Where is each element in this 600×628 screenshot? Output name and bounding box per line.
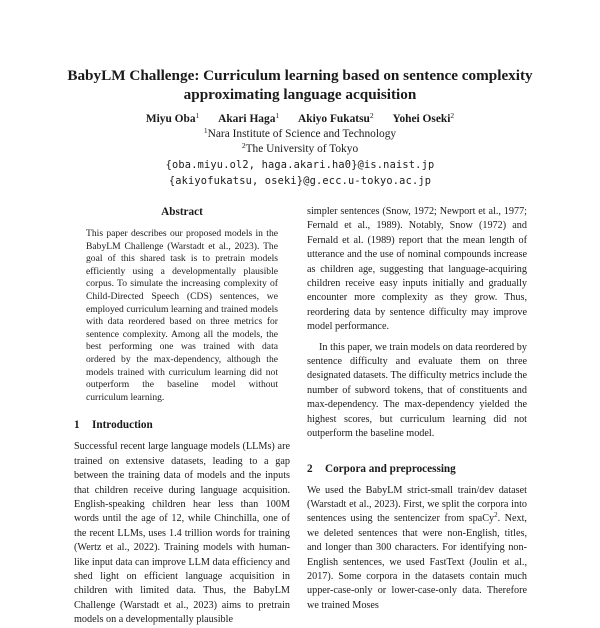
footnote-marker[interactable]: 2	[494, 511, 498, 520]
title-line-2: approximating language acquisition	[183, 86, 417, 103]
author-block	[40, 112, 560, 189]
body-paragraph: In this paper, we train models on data reordered by sentence difficulty and evaluate them on three designated datasets. The difficulty metrics include the number of subword tokens, that of constituents and max-dependency. The max-dependency yielded the highest scores, but curriculum learning did not outperform the baseline model.	[307, 341, 527, 440]
body-paragraph: simpler sentences (Snow, 1972; Newport et al., 1977; Fernald et al., 1989). Notably, Snow (1972) and Fernald et al. (1989) report that the mean length of utterance and the use of nominal compounds increase as children age, suggesting that language-acquiring children receive easy inputs initially and gradually encounter more complexity as they grow. Thus, reordering data by sentence difficulty may improve model performance.	[307, 206, 527, 333]
section-heading-introduction	[74, 418, 290, 432]
right-column	[307, 205, 527, 613]
title-line-1: BabyLM Challenge: Curriculum learning based on sentence complexity	[67, 67, 533, 84]
affiliation: $^2$The University of Tokyo	[241, 141, 359, 155]
affiliation: $^1$Nara Institute of Science and Technology	[203, 126, 397, 140]
section-number: 2	[307, 462, 313, 475]
email-address[interactable]: {akiyofukatsu, oseki}@g.ecc.u-tokyo.ac.jp	[168, 175, 432, 187]
section-number: 1	[74, 419, 80, 432]
left-column	[74, 205, 290, 628]
abstract-text: This paper describes our proposed models in the BabyLM Challenge (Warstadt et al., 2023). The goal of this shared task is to pretrain models efficiently using a developmentally plausible corpus. To simulate the increasing complexity of Child-Directed Speech (CDS) sentences, we employed curriculum learning and trained models with data reordered based on three metrics for sentence complexity. Among all the models, the best performing one was trained with data ordered by the max-dependency, although the models trained with curriculum learning did not outperform the baseline model without curriculum learning.	[86, 228, 278, 403]
section-title: Corpora and preprocessing	[325, 462, 456, 475]
author: Akari Haga$^1$	[218, 111, 280, 125]
email-address[interactable]: {oba.miyu.ol2, haga.akari.ha0}@is.naist.jp	[165, 159, 435, 171]
corpora-text: We used the BabyLM strict-small train/dev dataset (Warstadt et al., 2023). First, we split the corpora into sentences using the sentencizer from spaCy$^2$. Next, we deleted sentences that were non-English, titles, and longer than 300 characters. For identifying non-English sentences, we used FastText (Joulin et al., 2017). Some corpora in the datasets contain much upper-case-only or lower-case-only data. Therefore we trained Moses	[307, 484, 527, 611]
paper-title	[40, 66, 560, 104]
author: Miyu Oba$^1$	[145, 111, 200, 125]
abstract-heading: Abstract	[161, 206, 203, 218]
author-list	[40, 112, 560, 127]
author: Yohei Oseki$^2$	[392, 111, 455, 125]
section-title: Introduction	[92, 419, 153, 432]
author: Akiyo Fukatsu$^2$	[298, 111, 374, 125]
section-heading-corpora	[307, 462, 527, 476]
introduction-text: Successful recent large language models (LLMs) are trained on extensive datasets, leading to a gap between the training data of models and the inputs that children receive during language acquisition. English-speaking children hear less than 100M words until the age of 12, while Chinchilla, one of the recent LLMs, uses 1.4 trillion words for training (Wertz et al., 2022). Training models with human-like input data can improve LLM data efficiency and shed light on efficient language acquisition in children with limited data. Thus, the BabyLM Challenge (Warstadt et al., 2023) aims to pretrain models on a developmentally plausible	[74, 441, 290, 626]
